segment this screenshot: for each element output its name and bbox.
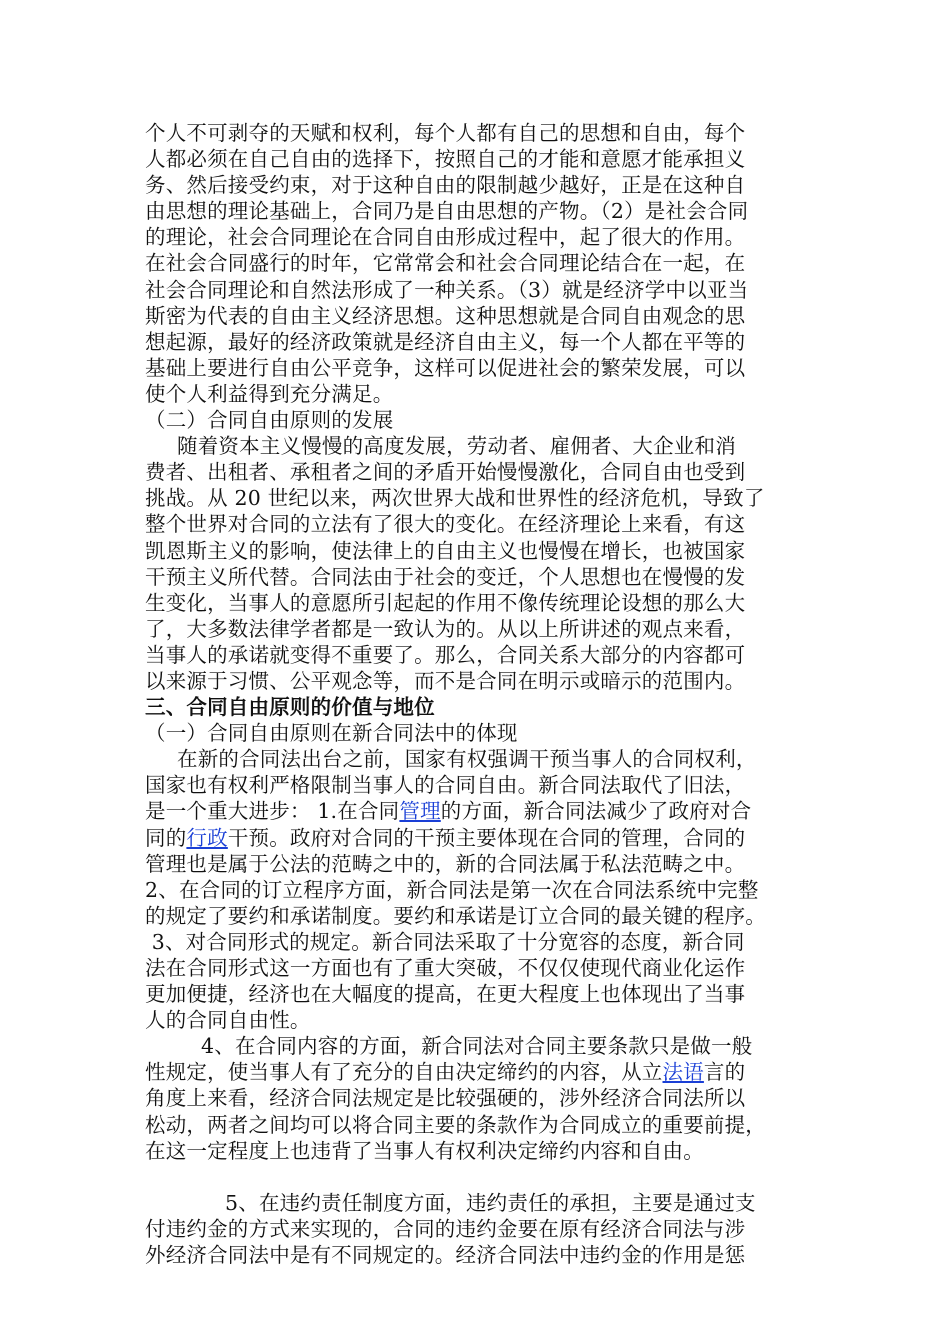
text-span: 干预。政府对合同的干预主要体现在合同的管理，合同的 [227, 825, 746, 850]
text-line: 随着资本主义慢慢的高度发展，劳动者、雇佣者、大企业和消 [177, 434, 736, 459]
paragraph-development [145, 433, 813, 694]
text-line: 的理论，社会合同理论在合同自由形成过程中，起了很大的作用。 [145, 225, 746, 250]
text-line: 务、然后接受约束，对于这种自由的限制越少越好，正是在这种自 [145, 173, 746, 198]
text-line: 国家也有权利严格限制当事人的合同自由。新合同法取代了旧法， [145, 773, 746, 798]
text-line: 干预主义所代替。合同法由于社会的变迁，个人思想也在慢慢的发 [145, 564, 746, 589]
text-line: 斯密为代表的自由主义经济思想。这种思想就是合同自由观念的思 [145, 303, 746, 328]
text-line: 整个世界对合同的立法有了很大的变化。在经济理论上来看，有这 [145, 512, 746, 537]
paragraph-contract-content [145, 1033, 813, 1163]
text-span: 同的 [145, 825, 187, 850]
text-line: 在社会合同盛行的时年，它常常会和社会合同理论结合在一起，在 [145, 251, 746, 276]
text-line: 社会合同理论和自然法形成了一种关系。（3）就是经济学中以亚当 [145, 277, 749, 302]
text-line: 角度上来看，经济合同法规定是比较强硬的，涉外经济合同法所以 [145, 1086, 746, 1111]
blank-line [145, 1164, 813, 1190]
paragraph-liability [145, 1190, 813, 1268]
text-line: 了，大多数法律学者都是一致认为的。从以上所讲述的观点来看， [145, 616, 746, 641]
text-line [145, 825, 813, 851]
paragraph-origin-theories [145, 120, 813, 407]
text-span: 言的 [703, 1060, 746, 1085]
text-line: 4、在合同内容的方面，新合同法对合同主要条款只是做一般 [201, 1034, 753, 1059]
link-management[interactable]: 管理 [399, 799, 441, 824]
text-line: 外经济合同法中是有不同规定的。经济合同法中违约金的作用是惩 [145, 1243, 746, 1268]
text-line: 更加便捷，经济也在大幅度的提高，在更大程度上也体现出了当事 [145, 982, 746, 1007]
text-line: 费者、出租者、承租者之间的矛盾开始慢慢激化，合同自由也受到 [145, 460, 746, 485]
subheading-new-contract-law: （一）合同自由原则在新合同法中的体现 [145, 721, 518, 746]
text-line [145, 1059, 813, 1085]
text-line: 的规定了要约和承诺制度。要约和承诺是订立合同的最关键的程序。 [145, 903, 766, 928]
text-line: 想起源，最好的经济政策就是经济自由主义，每一个人都在平等的 [145, 329, 746, 354]
text-line: 3、对合同形式的规定。新合同法采取了十分宽容的态度，新合同 [145, 929, 745, 954]
text-line: 以来源于习惯、公平观念等，而不是合同在明示或暗示的范围内。 [145, 668, 746, 693]
text-line [145, 798, 813, 824]
text-line: 基础上要进行自由公平竞争，这样可以促进社会的繁荣发展，可以 [145, 355, 746, 380]
paragraph-new-contract-law [145, 746, 813, 1033]
text-line: 人的合同自由性。 [145, 1008, 311, 1033]
text-line: 当事人的承诺就变得不重要了。那么，合同关系大部分的内容都可 [145, 642, 746, 667]
text-line: 法在合同形式这一方面也有了重大突破，不仅仅使现代商业化运作 [145, 956, 746, 980]
subheading-development: （二）合同自由原则的发展 [145, 408, 394, 433]
text-line: 在新的合同法出台之前，国家有权强调干预当事人的合同权利， [177, 747, 757, 772]
text-line: 付违约金的方式来实现的，合同的违约金要在原有经济合同法与涉 [145, 1216, 746, 1241]
text-line: 松动，两者之间均可以将合同主要的条款作为合同成立的重要前提， [145, 1112, 766, 1137]
text-span: 性规定，使当事人有了充分的自由决定缔约的内容，从立 [145, 1060, 663, 1085]
text-line: 使个人利益得到充分满足。 [145, 381, 394, 406]
section-heading-value-status: 三、合同自由原则的价值与地位 [145, 695, 435, 720]
text-line: 管理也是属于公法的范畴之中的，新的合同法属于私法范畴之中。 [145, 851, 746, 876]
text-line: 5、在违约责任制度方面，违约责任的承担，主要是通过支 [225, 1190, 756, 1215]
text-line: 凯恩斯主义的影响，使法律上的自由主义也慢慢在增长，也被国家 [145, 538, 746, 563]
text-line: 挑战。从 20 世纪以来，两次世界大战和世界性的经济危机，导致了 [145, 486, 765, 511]
document-body [145, 120, 813, 1268]
text-line: 个人不可剥夺的天赋和权利，每个人都有自己的思想和自由，每个 [145, 121, 746, 145]
text-line: 在这一定程度上也违背了当事人有权利决定缔约内容和自由。 [145, 1138, 704, 1163]
link-administration[interactable]: 行政 [186, 825, 228, 850]
link-legal-language[interactable]: 法语 [662, 1060, 704, 1085]
text-line: 2、在合同的订立程序方面，新合同法是第一次在合同法系统中完整 [145, 877, 759, 902]
text-span: 的方面，新合同法减少了政府对合 [440, 799, 752, 824]
text-line: 人都必须在自己自由的选择下，按照自己的才能和意愿才能承担义 [145, 147, 746, 172]
text-line: 生变化，当事人的意愿所引起起的作用不像传统理论设想的那么大 [145, 590, 746, 615]
text-line: 由思想的理论基础上，合同乃是自由思想的产物。（2）是社会合同 [145, 199, 749, 224]
text-span: 是一个重大进步： 1.在合同 [145, 799, 400, 824]
